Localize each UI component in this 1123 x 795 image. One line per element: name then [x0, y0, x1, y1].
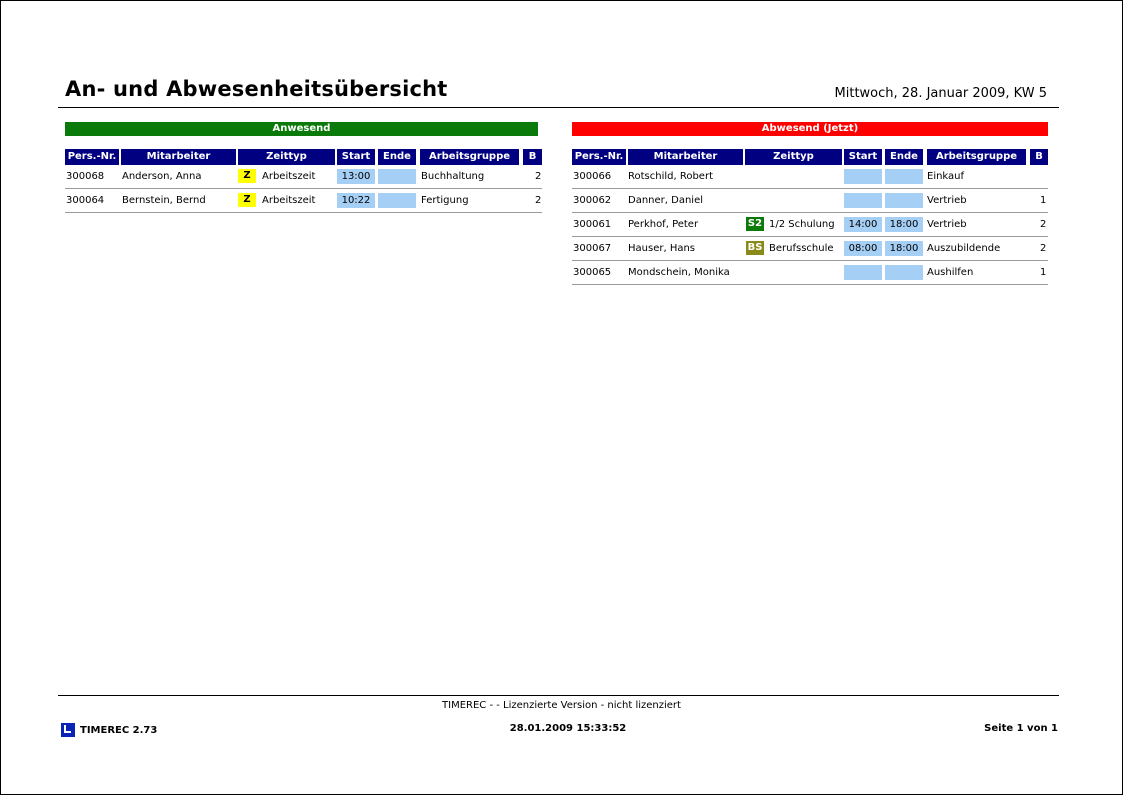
print-timestamp: 28.01.2009 15:33:52 [509, 723, 627, 734]
pers-nr: 300061 [573, 219, 612, 230]
table-row[interactable] [572, 213, 1048, 237]
column-header: B [523, 149, 542, 165]
work-group: Fertigung [421, 195, 469, 206]
column-header: Arbeitsgruppe [420, 149, 519, 165]
timetype-label: Arbeitszeit [262, 195, 316, 206]
work-group: Einkauf [927, 171, 965, 182]
b-value: 2 [1040, 219, 1047, 230]
column-header: Start [844, 149, 882, 165]
employee-name: Hauser, Hans [628, 243, 696, 254]
timetype-badge: Z [238, 169, 256, 183]
column-header: Arbeitsgruppe [927, 149, 1026, 165]
start-time: 08:00 [844, 241, 882, 256]
column-header: Zeittyp [745, 149, 842, 165]
column-header: Mitarbeiter [121, 149, 236, 165]
table-row[interactable] [65, 165, 542, 189]
employee-name: Mondschein, Monika [628, 267, 730, 278]
timetype-label: 1/2 Schulung [769, 219, 835, 230]
absent-header-row [572, 149, 1048, 165]
end-time [378, 169, 416, 184]
work-group: Vertrieb [927, 219, 967, 230]
absent-banner: Abwesend (Jetzt) [572, 122, 1048, 136]
pers-nr: 300064 [66, 195, 105, 206]
footer-divider [58, 695, 1059, 696]
start-time: 10:22 [337, 193, 375, 208]
present-table [65, 149, 542, 213]
end-time [885, 169, 923, 184]
start-time: 14:00 [844, 217, 882, 232]
employee-name: Perkhof, Peter [628, 219, 699, 230]
absent-panel [572, 122, 1050, 278]
present-panel [65, 122, 543, 206]
pers-nr: 300065 [573, 267, 612, 278]
column-header: B [1030, 149, 1048, 165]
start-time [844, 265, 882, 280]
column-header: Pers.-Nr. [572, 149, 626, 165]
work-group: Buchhaltung [421, 171, 485, 182]
column-header: Ende [885, 149, 923, 165]
app-version: TIMEREC 2.73 [80, 724, 158, 736]
employee-name: Danner, Daniel [628, 195, 703, 206]
end-time [885, 193, 923, 208]
present-header-row [65, 149, 542, 165]
work-group: Vertrieb [927, 195, 967, 206]
work-group: Auszubildende [927, 243, 1001, 254]
end-time: 18:00 [885, 217, 923, 232]
table-row[interactable] [572, 261, 1048, 285]
work-group: Aushilfen [927, 267, 974, 278]
end-time [885, 265, 923, 280]
table-row[interactable] [572, 165, 1048, 189]
license-text: TIMEREC - - Lizenzierte Version - nicht lizenziert [442, 700, 681, 711]
page-number: Seite 1 von 1 [984, 723, 1058, 734]
employee-name: Anderson, Anna [122, 171, 202, 182]
pers-nr: 300067 [573, 243, 612, 254]
b-value: 1 [1040, 267, 1047, 278]
timetype-badge: S2 [747, 218, 763, 229]
start-time: 13:00 [337, 169, 375, 184]
table-row[interactable] [572, 189, 1048, 213]
end-time [378, 193, 416, 208]
b-value: 1 [1040, 195, 1047, 206]
table-row[interactable] [572, 237, 1048, 261]
pers-nr: 300066 [573, 171, 612, 182]
column-header: Mitarbeiter [628, 149, 743, 165]
page-title: An- und Abwesenheitsübersicht [65, 77, 448, 101]
timetype-label: Arbeitszeit [262, 171, 316, 182]
header-divider [58, 107, 1059, 108]
column-header: Pers.-Nr. [65, 149, 119, 165]
column-header: Start [337, 149, 375, 165]
end-time: 18:00 [885, 241, 923, 256]
pers-nr: 300068 [66, 171, 105, 182]
employee-name: Rotschild, Robert [628, 171, 713, 182]
absent-table [572, 149, 1048, 285]
present-banner: Anwesend [65, 122, 538, 136]
table-row[interactable] [65, 189, 542, 213]
column-header: Zeittyp [238, 149, 335, 165]
b-value: 2 [535, 195, 542, 206]
b-value: 2 [1040, 243, 1047, 254]
employee-name: Bernstein, Bernd [122, 195, 206, 206]
b-value: 2 [535, 171, 542, 182]
timetype-badge: Z [238, 193, 256, 207]
start-time [844, 169, 882, 184]
column-header: Ende [378, 149, 416, 165]
start-time [844, 193, 882, 208]
timetype-badge: BS [747, 242, 763, 253]
pers-nr: 300062 [573, 195, 612, 206]
report-date: Mittwoch, 28. Januar 2009, KW 5 [834, 86, 1047, 101]
timetype-label: Berufsschule [769, 243, 834, 254]
